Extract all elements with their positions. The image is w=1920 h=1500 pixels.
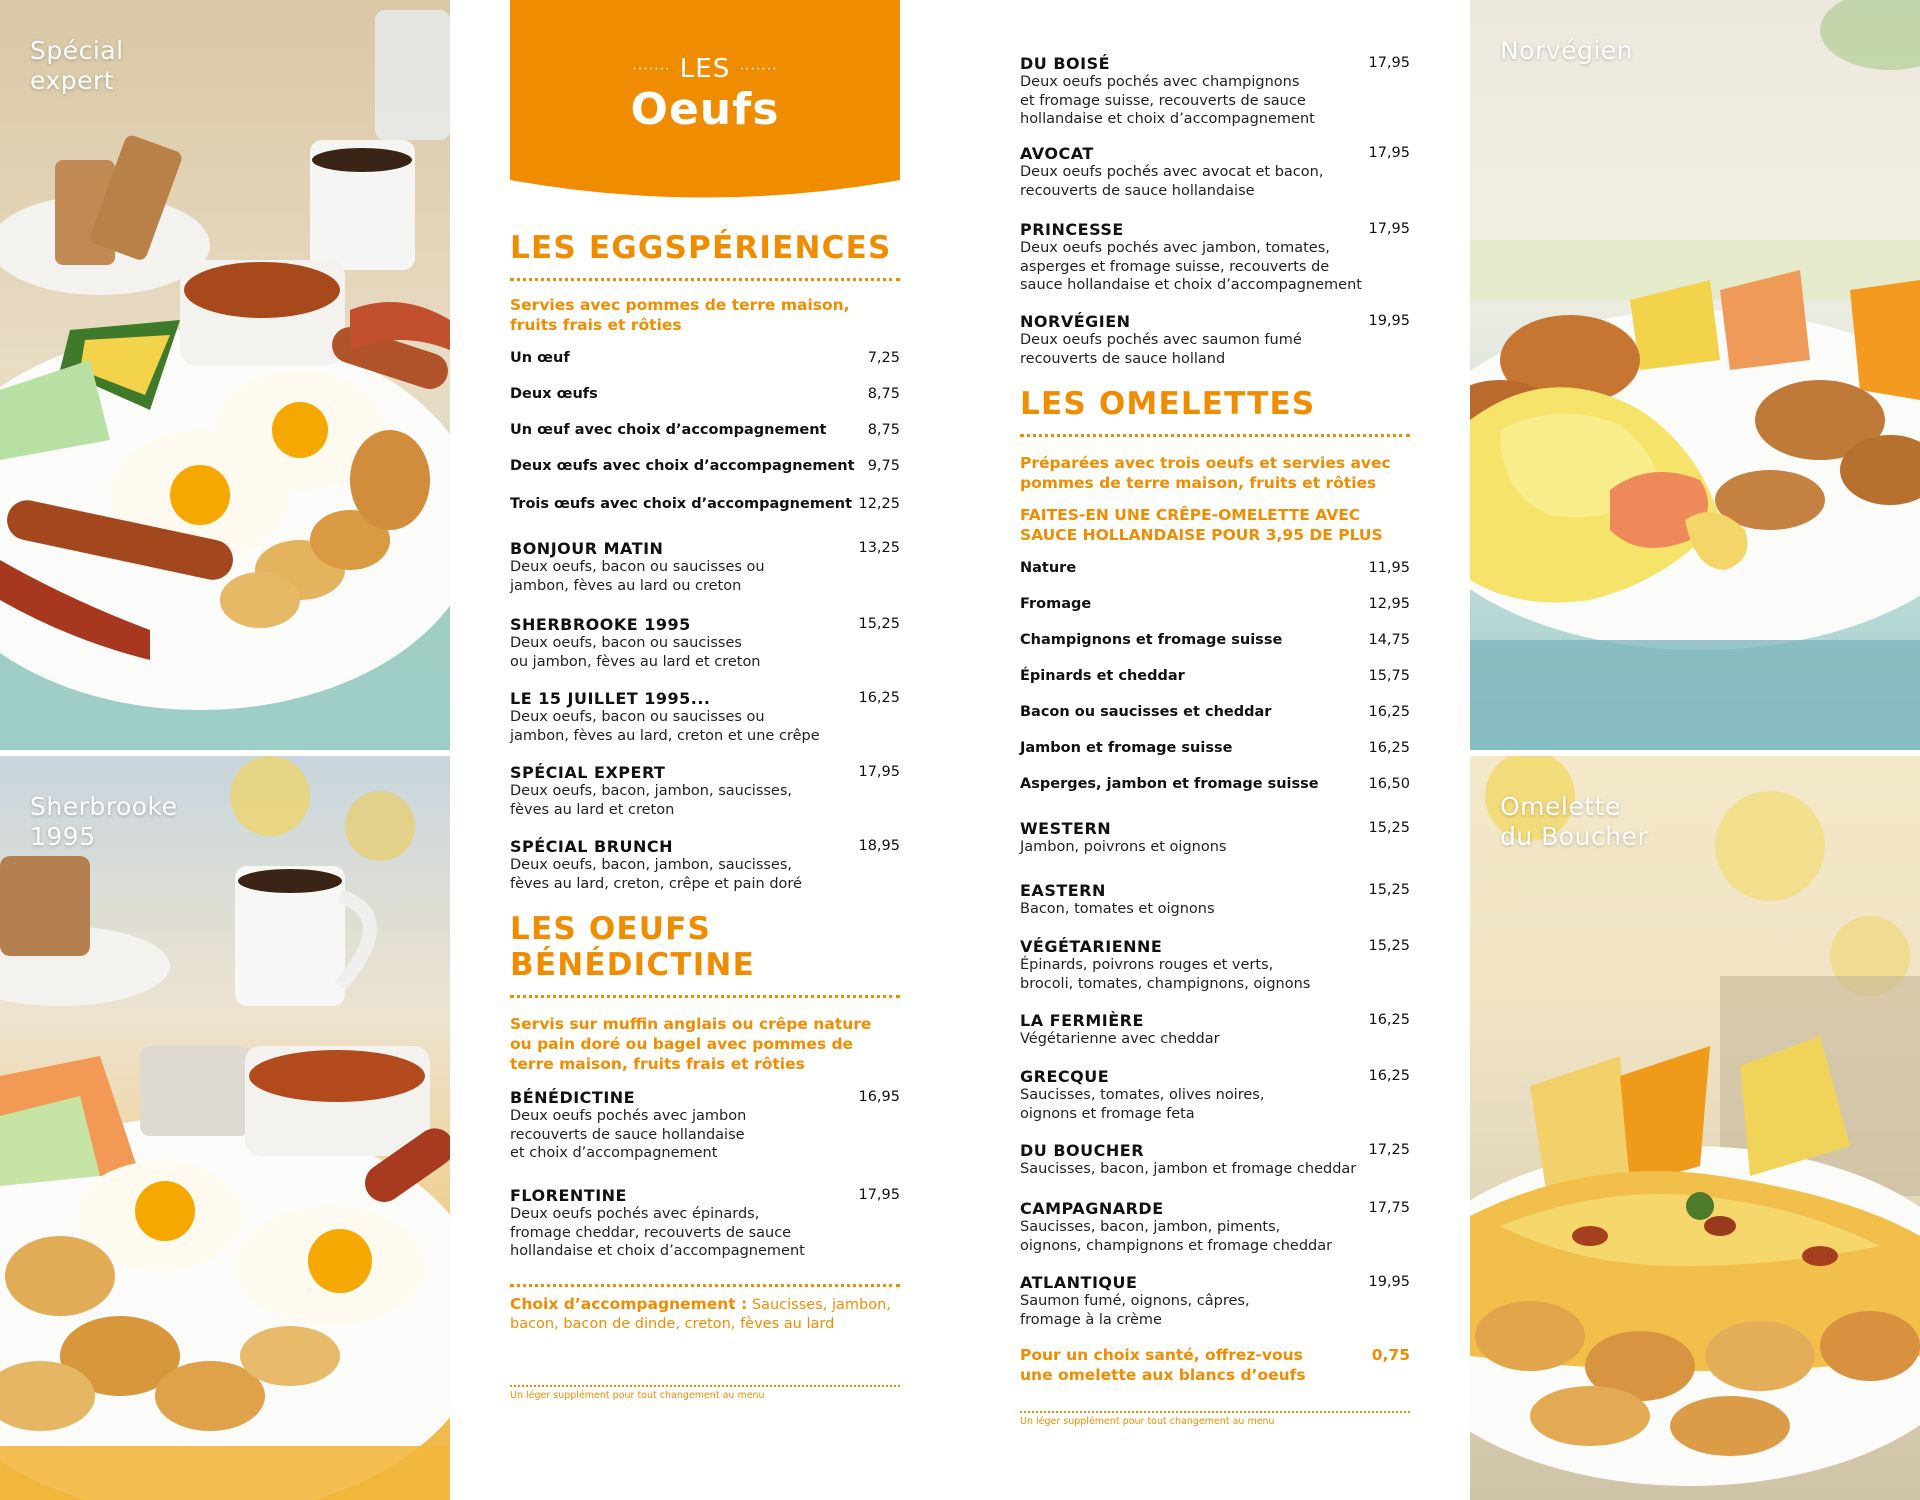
eggs-benedict-illustration [1470, 0, 1920, 750]
item-price: 16,25 [858, 690, 900, 706]
section-title-benedictine-line1: LES OEUFS [510, 911, 712, 947]
menu-item [510, 837, 900, 907]
photo-special-expert [0, 0, 450, 750]
menu-item [1020, 559, 1410, 595]
simple-items-list [510, 349, 900, 537]
banner-les [510, 54, 900, 84]
menu-item [1020, 1199, 1410, 1273]
menu-item [1020, 937, 1410, 1011]
item-price: 15,25 [858, 616, 900, 632]
item-price: 15,75 [1368, 668, 1410, 684]
item-name: WESTERN [1020, 819, 1112, 838]
item-description: Deux oeufs pochés avec avocat et bacon, recouverts de sauce hollandaise [1020, 164, 1324, 199]
photo-caption-special-expert: Spécial expert [30, 36, 124, 95]
side-choice-label: Choix d’accompagnement : [510, 1295, 748, 1313]
dotted-divider [510, 995, 900, 998]
item-name: Un œuf [510, 350, 570, 366]
menu-item [1020, 667, 1410, 703]
dotted-divider [1020, 1411, 1410, 1413]
item-name: VÉGÉTARIENNE [1020, 937, 1163, 956]
section-title-omelettes: LES OMELETTES [1020, 386, 1316, 422]
menu-item [1020, 312, 1410, 382]
item-description: Saumon fumé, oignons, câpres, fromage à la crème [1020, 1293, 1250, 1328]
item-name: SPÉCIAL EXPERT [510, 763, 666, 782]
item-price: 17,95 [1368, 221, 1410, 237]
item-price: 16,25 [1368, 704, 1410, 720]
footnote-right: Un léger supplément pour tout changement au menu [1020, 1416, 1275, 1427]
item-price: 15,25 [1368, 882, 1410, 898]
menu-item [1020, 595, 1410, 631]
item-description: Deux oeufs, bacon, jambon, saucisses, fèves au lard et creton [510, 783, 793, 818]
item-description: Deux oeufs pochés avec jambon recouverts de sauce hollandaise et choix d’accompagnement [510, 1108, 747, 1161]
item-price: 16,25 [1368, 1068, 1410, 1084]
side-choice-text: Saucisses, jambon, bacon, bacon de dinde, creton, fèves au lard [510, 1297, 891, 1332]
dotted-divider [510, 1284, 900, 1287]
photo-sherbrooke-1995 [0, 756, 450, 1500]
menu-item [1020, 739, 1410, 775]
item-name: ATLANTIQUE [1020, 1273, 1138, 1292]
item-price: 13,25 [858, 540, 900, 556]
menu-item [510, 1088, 900, 1186]
item-name: DU BOUCHER [1020, 1141, 1145, 1160]
item-price: 12,95 [1368, 596, 1410, 612]
item-price: 16,25 [1368, 1012, 1410, 1028]
item-name: Deux œufs avec choix d’accompagnement [510, 458, 855, 474]
item-price: 14,75 [1368, 632, 1410, 648]
healthy-choice-text: Pour un choix santé, offrez-vous une omelette aux blancs d’oeufs [1020, 1346, 1306, 1384]
banner-dots-left: ······· [632, 61, 671, 78]
item-name: FLORENTINE [510, 1186, 627, 1205]
item-price: 17,75 [1368, 1200, 1410, 1216]
item-price: 16,95 [858, 1089, 900, 1105]
item-description: Deux oeufs pochés avec champignons et fromage suisse, recouverts de sauce hollandaise et choix d’accompagnement [1020, 74, 1315, 127]
item-name: Jambon et fromage suisse [1020, 740, 1233, 756]
menu-item [1020, 54, 1410, 144]
item-name: Un œuf avec choix d’accompagnement [510, 422, 827, 438]
item-description: Deux oeufs pochés avec saumon fumé recouverts de sauce holland [1020, 332, 1302, 367]
photo-omelette-du-boucher [1470, 756, 1920, 1500]
menu-item [510, 385, 900, 421]
menu-item [1020, 631, 1410, 667]
menu-item [510, 457, 900, 495]
menu-item [1020, 1067, 1410, 1141]
item-price: 17,25 [1368, 1142, 1410, 1158]
menu-item [1020, 1141, 1410, 1199]
section-title-benedictine-line2: BÉNÉDICTINE [510, 947, 755, 983]
breakfast-plate-illustration [0, 756, 450, 1500]
menu-item [510, 421, 900, 457]
item-name: GRECQUE [1020, 1067, 1110, 1086]
menu-item [1020, 703, 1410, 739]
item-price: 8,75 [867, 386, 900, 402]
footnote-left: Un léger supplément pour tout changement au menu [510, 1390, 765, 1401]
item-description: Végétarienne avec cheddar [1020, 1031, 1220, 1047]
right-menu-column [1020, 54, 1410, 1428]
menu-item [510, 539, 900, 615]
item-description: Deux oeufs, bacon ou saucisses ou jambon, fèves au lard et creton [510, 635, 761, 670]
menu-item [510, 495, 900, 537]
item-description: Épinards, poivrons rouges et verts, brocoli, tomates, champignons, oignons [1020, 957, 1311, 992]
item-name: SPÉCIAL BRUNCH [510, 837, 674, 856]
item-description: Deux oeufs, bacon, jambon, saucisses, fèves au lard, creton, crêpe et pain doré [510, 857, 802, 892]
simple-items-list [1020, 559, 1410, 819]
menu-item [510, 615, 900, 689]
photo-caption-sherbrooke-1995: Sherbrooke 1995 [30, 792, 178, 851]
item-description: Jambon, poivrons et oignons [1020, 839, 1227, 855]
banner-dots-right: ······· [739, 61, 778, 78]
item-name: Deux œufs [510, 386, 598, 402]
banner-les-text: LES [679, 54, 731, 84]
item-name: BÉNÉDICTINE [510, 1088, 636, 1107]
side-choice-note [510, 1295, 900, 1333]
item-price: 19,95 [1368, 313, 1410, 329]
dotted-divider [1020, 434, 1410, 437]
item-description: Saucisses, bacon, jambon et fromage cheddar [1020, 1161, 1357, 1177]
item-name: Trois œufs avec choix d’accompagnement [510, 496, 853, 512]
breakfast-plate-illustration [0, 0, 450, 750]
menu-item [510, 763, 900, 837]
item-description: Saucisses, bacon, jambon, piments, oignons, champignons et fromage cheddar [1020, 1219, 1333, 1254]
item-price: 17,95 [858, 1187, 900, 1203]
item-price: 11,95 [1368, 560, 1410, 576]
photo-caption-omelette-du-boucher: Omelette du Boucher [1500, 792, 1649, 851]
menu-item [1020, 819, 1410, 881]
menu-header-banner [510, 0, 900, 200]
item-price: 8,75 [867, 422, 900, 438]
item-price: 18,95 [858, 838, 900, 854]
item-price: 9,75 [867, 458, 900, 474]
banner-title: Oeufs [630, 84, 780, 135]
menu-item [1020, 144, 1410, 220]
menu-item [1020, 1011, 1410, 1067]
item-description: Deux oeufs pochés avec épinards, fromage cheddar, recouverts de sauce hollandaise et choix d’accompagnement [510, 1206, 805, 1259]
item-name: EASTERN [1020, 881, 1106, 900]
item-description: Deux oeufs, bacon ou saucisses ou jambon, fèves au lard, creton et une crêpe [510, 709, 820, 744]
section-subtitle-omelettes: Préparées avec trois oeufs et servies avec pommes de terre maison, fruits et rôties [1020, 454, 1391, 492]
item-price: 17,95 [858, 764, 900, 780]
item-name: PRINCESSE [1020, 220, 1124, 239]
healthy-choice-note [1020, 1345, 1410, 1385]
dotted-divider [510, 278, 900, 281]
item-description: Deux oeufs, bacon ou saucisses ou jambon, fèves au lard ou creton [510, 559, 765, 594]
item-price: 15,25 [1368, 938, 1410, 954]
item-price: 19,95 [1368, 1274, 1410, 1290]
menu-item [510, 689, 900, 763]
section-subtitle-crepe-omelette: FAITES-EN UNE CRÊPE-OMELETTE AVEC SAUCE HOLLANDAISE POUR 3,95 DE PLUS [1020, 506, 1383, 544]
omelette-illustration [1470, 756, 1920, 1500]
item-name: Bacon ou saucisses et cheddar [1020, 704, 1272, 720]
item-price: 16,25 [1368, 740, 1410, 756]
section-subtitle-eggsperiences: Servies avec pommes de terre maison, fruits frais et rôties [510, 296, 850, 334]
item-name: LE 15 JUILLET 1995... [510, 689, 711, 708]
left-menu-column [510, 230, 900, 1402]
item-name: CAMPAGNARDE [1020, 1199, 1164, 1218]
item-price: 17,95 [1368, 55, 1410, 71]
item-price: 17,95 [1368, 145, 1410, 161]
menu-item [1020, 775, 1410, 819]
photo-norvegien [1470, 0, 1920, 750]
item-name: Épinards et cheddar [1020, 668, 1185, 684]
item-name: BONJOUR MATIN [510, 539, 664, 558]
item-price: 12,25 [858, 496, 900, 512]
menu-item [1020, 881, 1410, 937]
item-price: 15,25 [1368, 820, 1410, 836]
menu-item [1020, 1273, 1410, 1345]
healthy-choice-price: 0,75 [1371, 1346, 1410, 1364]
item-name: LA FERMIÈRE [1020, 1011, 1144, 1030]
item-name: Fromage [1020, 596, 1092, 612]
item-name: NORVÉGIEN [1020, 312, 1131, 331]
menu-item [510, 1186, 900, 1284]
item-description: Saucisses, tomates, olives noires, oignons et fromage feta [1020, 1087, 1265, 1122]
section-subtitle-benedictine: Servis sur muffin anglais ou crêpe nature ou pain doré ou bagel avec pommes de terre maison, fruits frais et rôties [510, 1015, 872, 1073]
item-name: AVOCAT [1020, 144, 1094, 163]
item-name: Champignons et fromage suisse [1020, 632, 1283, 648]
section-title-eggsperiences: LES EGGSPÉRIENCES [510, 230, 892, 266]
item-name: DU BOISÉ [1020, 54, 1111, 73]
menu-item [510, 349, 900, 385]
item-price: 7,25 [867, 350, 900, 366]
item-name: SHERBROOKE 1995 [510, 615, 691, 634]
item-price: 16,50 [1368, 776, 1410, 792]
menu-item [1020, 220, 1410, 312]
item-name: Nature [1020, 560, 1077, 576]
item-name: Asperges, jambon et fromage suisse [1020, 776, 1319, 792]
dotted-divider [510, 1385, 900, 1387]
photo-caption-norvegien: Norvégien [1500, 36, 1633, 65]
item-description: Deux oeufs pochés avec jambon, tomates, asperges et fromage suisse, recouverts de sauce hollandaise et choix d’accompagnement [1020, 240, 1362, 293]
item-description: Bacon, tomates et oignons [1020, 901, 1215, 917]
